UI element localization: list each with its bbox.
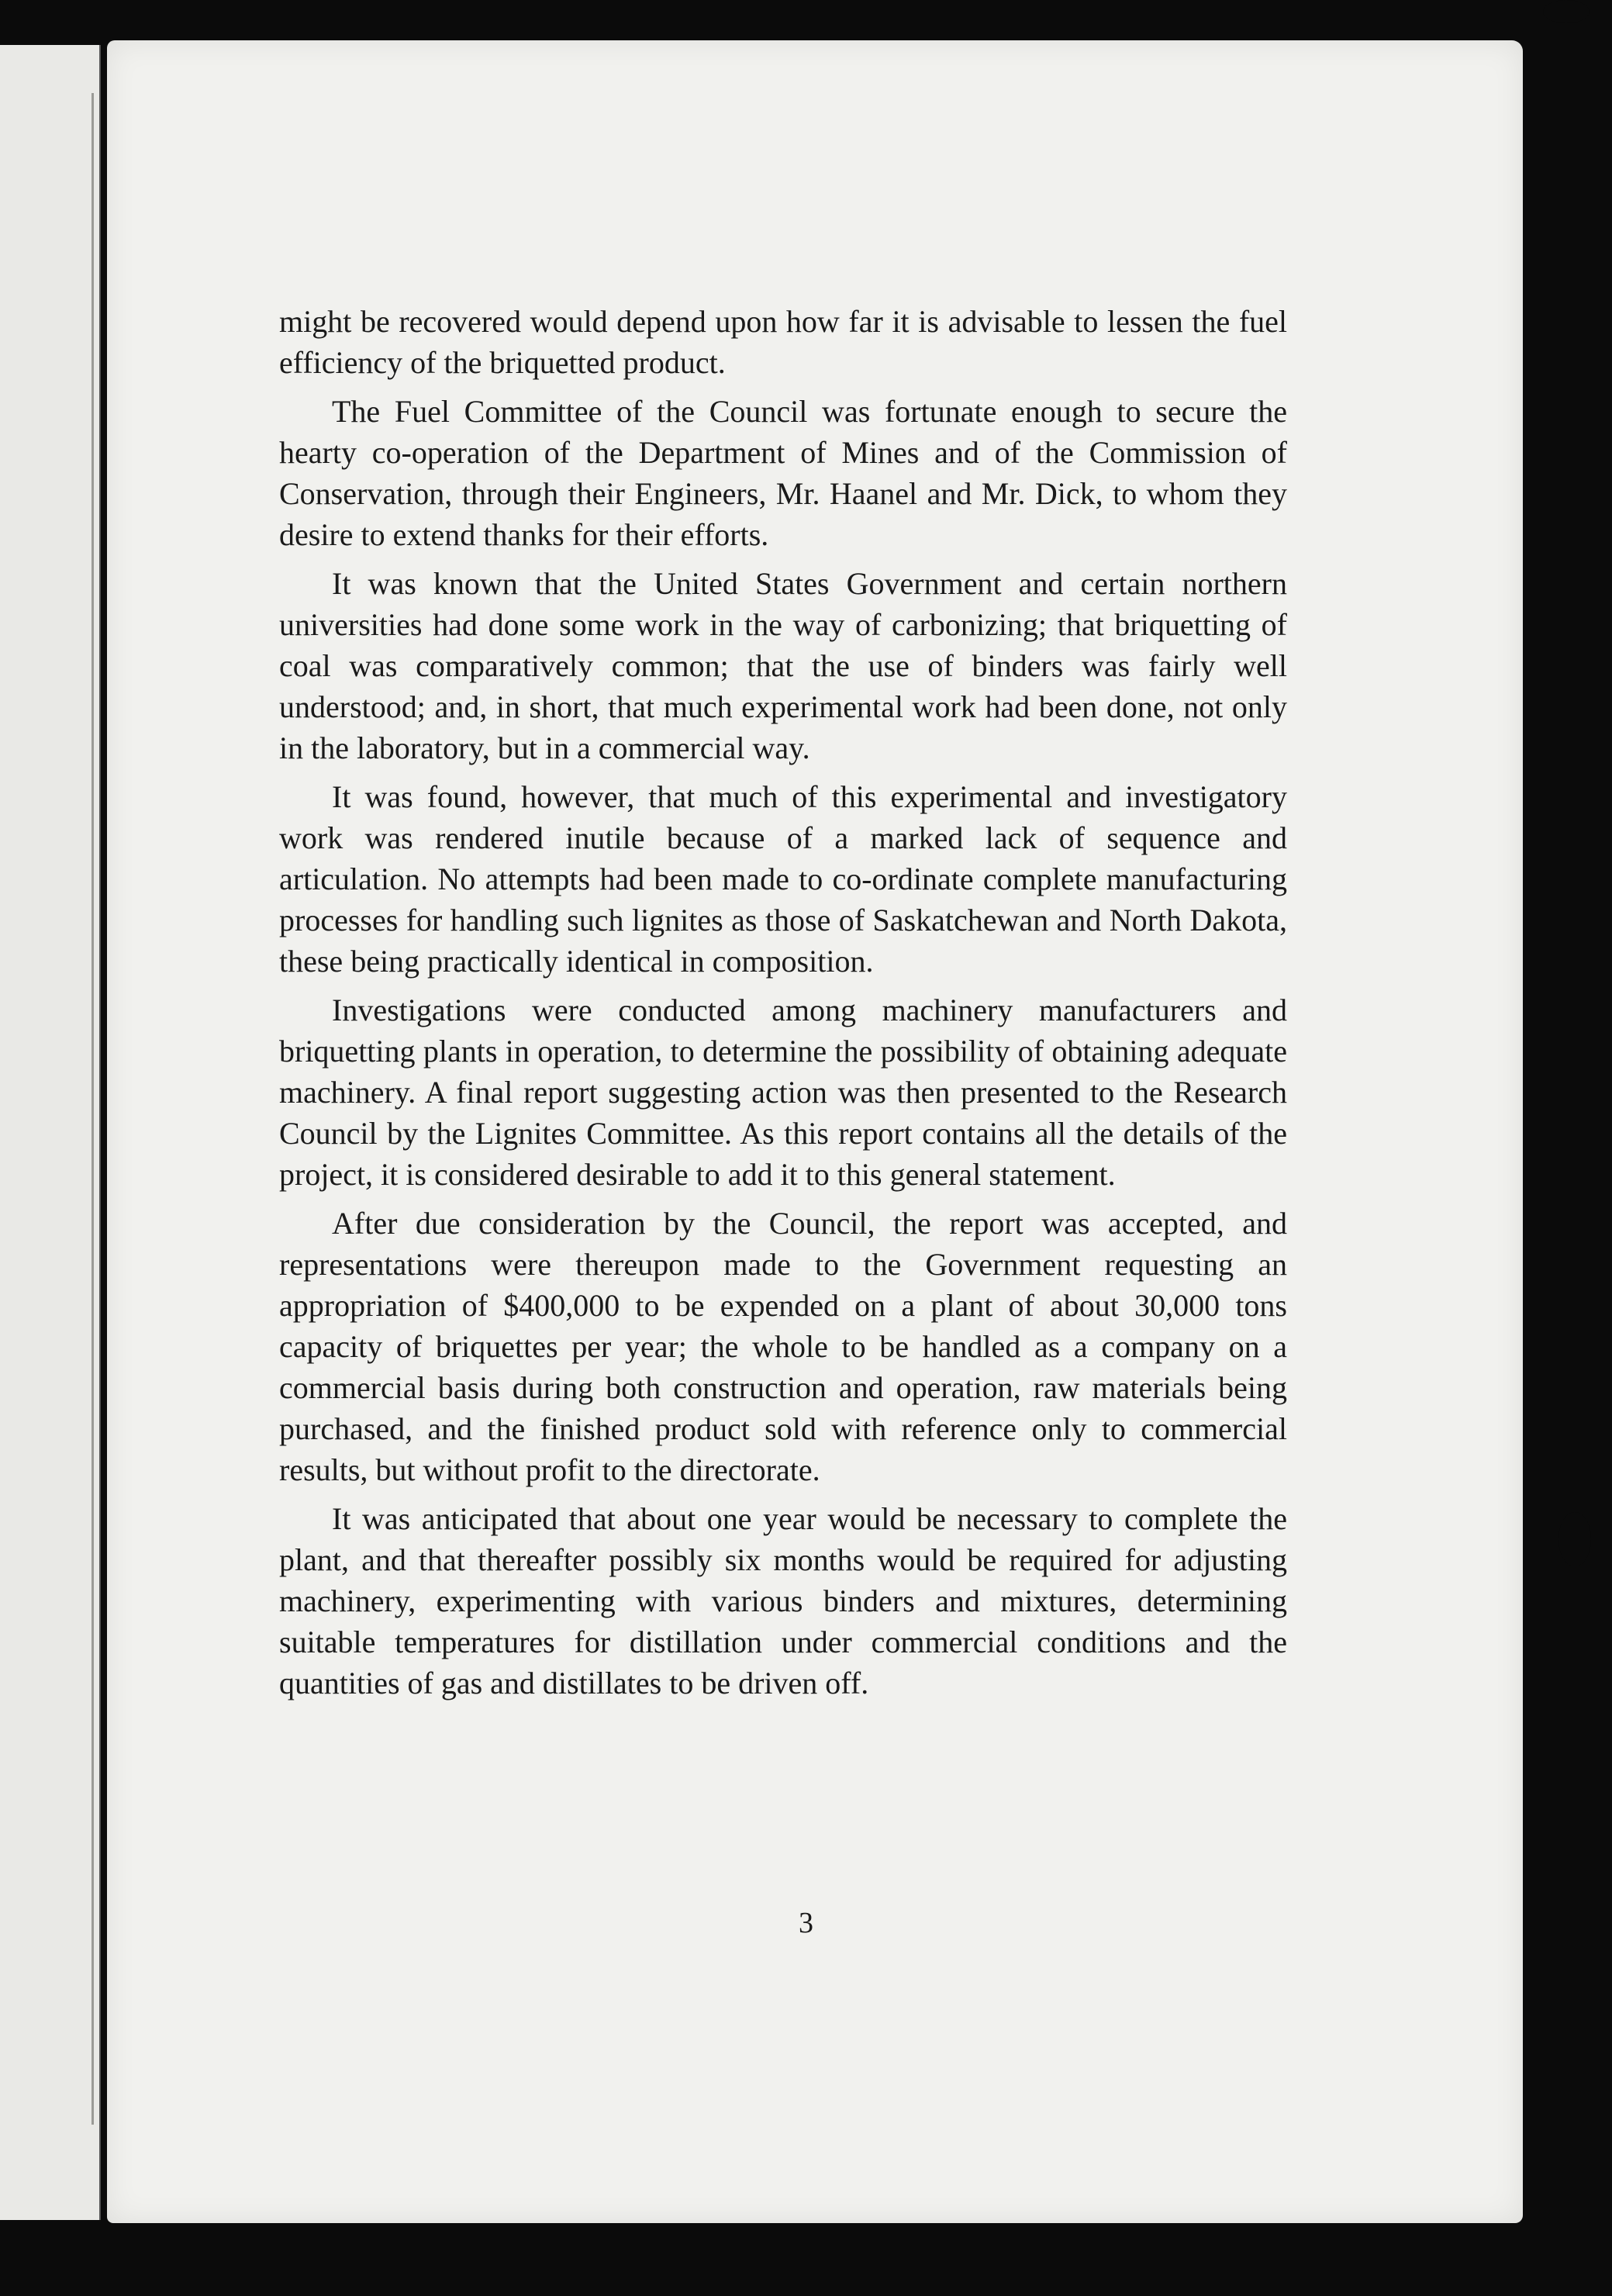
page-gutter-line — [91, 93, 94, 2125]
paragraph-5: Investigations were conducted among machinery manufacturers and briquetting plants in operation, to determine the possibility of obtaining adequate machinery. A final report suggesting action was then presented to the Research Council by the Lignites Committee. As this report contains all the details of the project, it is considered desirable to add it to this general statement. — [279, 993, 1287, 1192]
paragraph-6: After due consideration by the Council, the report was accepted, and representations were thereupon made to the Government requesting an appropriation of $400,000 to be expended on a plant of about 30,000 tons capacity of briquettes per year; the whole to be handled as a company on a commercial basis during both construction and operation, raw materials being purchased, and the finished product sold with reference only to commercial results, but without profit to the directorate. — [279, 1206, 1287, 1487]
paragraph-4: It was found, however, that much of this experimental and investigatory work was rendered inutile because of a marked lack of sequence and articulation. No attempts had been made to co-ordinate complete manufacturing processes for handling such lignites as those of Saskatchewan and North Dakota, these being practically identical in composition. — [279, 779, 1287, 979]
facing-page-edge — [0, 45, 101, 2220]
paragraph-3: It was known that the United States Government and certain northern universities had done some work in the way of carbonizing; that briquetting of coal was comparatively common; that the use of binders was fairly well understood; and, in short, that much experimental work had been done, not only in the laboratory, but in a commercial way. — [279, 566, 1287, 765]
paragraph-7: It was anticipated that about one year would be necessary to complete the plant, and that thereafter possibly six months would be required for adjusting machinery, experimenting with various binders and mixtures, determining suitable temperatures for distillation under commercial conditions and the quantities of gas and distillates to be driven off. — [279, 1501, 1287, 1700]
body-text — [279, 301, 1287, 1711]
paragraph-1: might be recovered would depend upon how far it is advisable to lessen the fuel efficiency of the briquetted product. — [279, 304, 1287, 380]
scan-speck — [1543, 0, 1590, 23]
scan-speck — [1558, 1512, 1591, 1566]
paragraph-2: The Fuel Committee of the Council was fortunate enough to secure the hearty co-operation of the Department of Mines and of the Commission of Conservation, through their Engineers, Mr. Haanel and Mr. Dick, to whom they desire to extend thanks for their efforts. — [279, 394, 1287, 552]
page-number: 3 — [799, 1907, 813, 1939]
